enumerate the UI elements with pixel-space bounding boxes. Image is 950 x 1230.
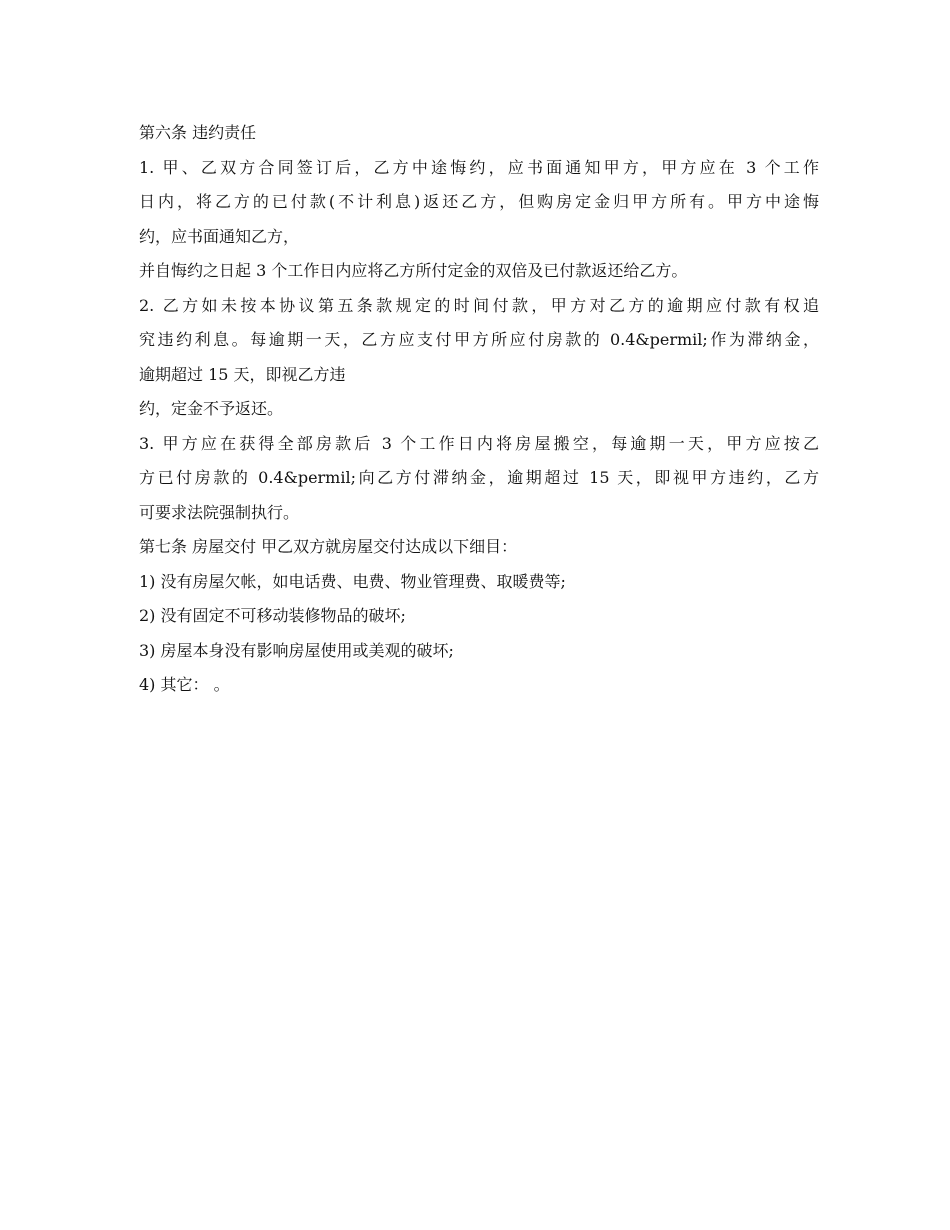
document-body bbox=[139, 116, 819, 703]
clause-6-1-line-2: 日内，将乙方的已付款(不计利息)返还乙方，但购房定金归甲方所有。甲方中途悔 bbox=[139, 192, 819, 211]
clause-6-3-line-3: 可要求法院强制执行。 bbox=[139, 502, 300, 522]
article-7-heading: 第七条 房屋交付 甲乙双方就房屋交付达成以下细目： bbox=[139, 537, 518, 556]
list-item-1: 1) 没有房屋欠帐，如电话费、电费、物业管理费、取暖费等; bbox=[139, 571, 566, 591]
clause-6-3-line-2: 方已付房款的 0.4&permil;向乙方付滞纳金，逾期超过 15 天，即视甲方违约，乙方 bbox=[139, 468, 819, 487]
clause-6-2-line-4: 约，定金不予返还。 bbox=[139, 399, 284, 418]
clause-6-1-line-3: 约，应书面通知乙方， bbox=[139, 226, 300, 246]
clause-6-1-line-1: 1. 甲、乙双方合同签订后，乙方中途悔约，应书面通知甲方，甲方应在 3 个工作 bbox=[139, 157, 819, 177]
clause-6-3-line-1: 3. 甲方应在获得全部房款后 3 个工作日内将房屋搬空，每逾期一天，甲方应按乙 bbox=[139, 433, 819, 453]
clause-6-1-line-4: 并自悔约之日起 3 个工作日内应将乙方所付定金的双倍及已付款返还给乙方。 bbox=[139, 261, 688, 280]
list-item-2: 2) 没有固定不可移动装修物品的破坏; bbox=[139, 606, 406, 625]
clause-6-2-line-2: 究违约利息。每逾期一天，乙方应支付甲方所应付房款的 0.4&permil;作为滞纳金， bbox=[139, 330, 819, 349]
list-item-3: 3) 房屋本身没有影响房屋使用或美观的破坏; bbox=[139, 640, 454, 660]
clause-6-2-line-3: 逾期超过 15 天，即视乙方违 bbox=[139, 364, 346, 384]
list-item-4: 4) 其它： 。 bbox=[139, 675, 230, 694]
article-6-heading: 第六条 违约责任 bbox=[139, 123, 257, 142]
clause-6-2-line-1: 2. 乙方如未按本协议第五条款规定的时间付款，甲方对乙方的逾期应付款有权追 bbox=[139, 295, 819, 315]
